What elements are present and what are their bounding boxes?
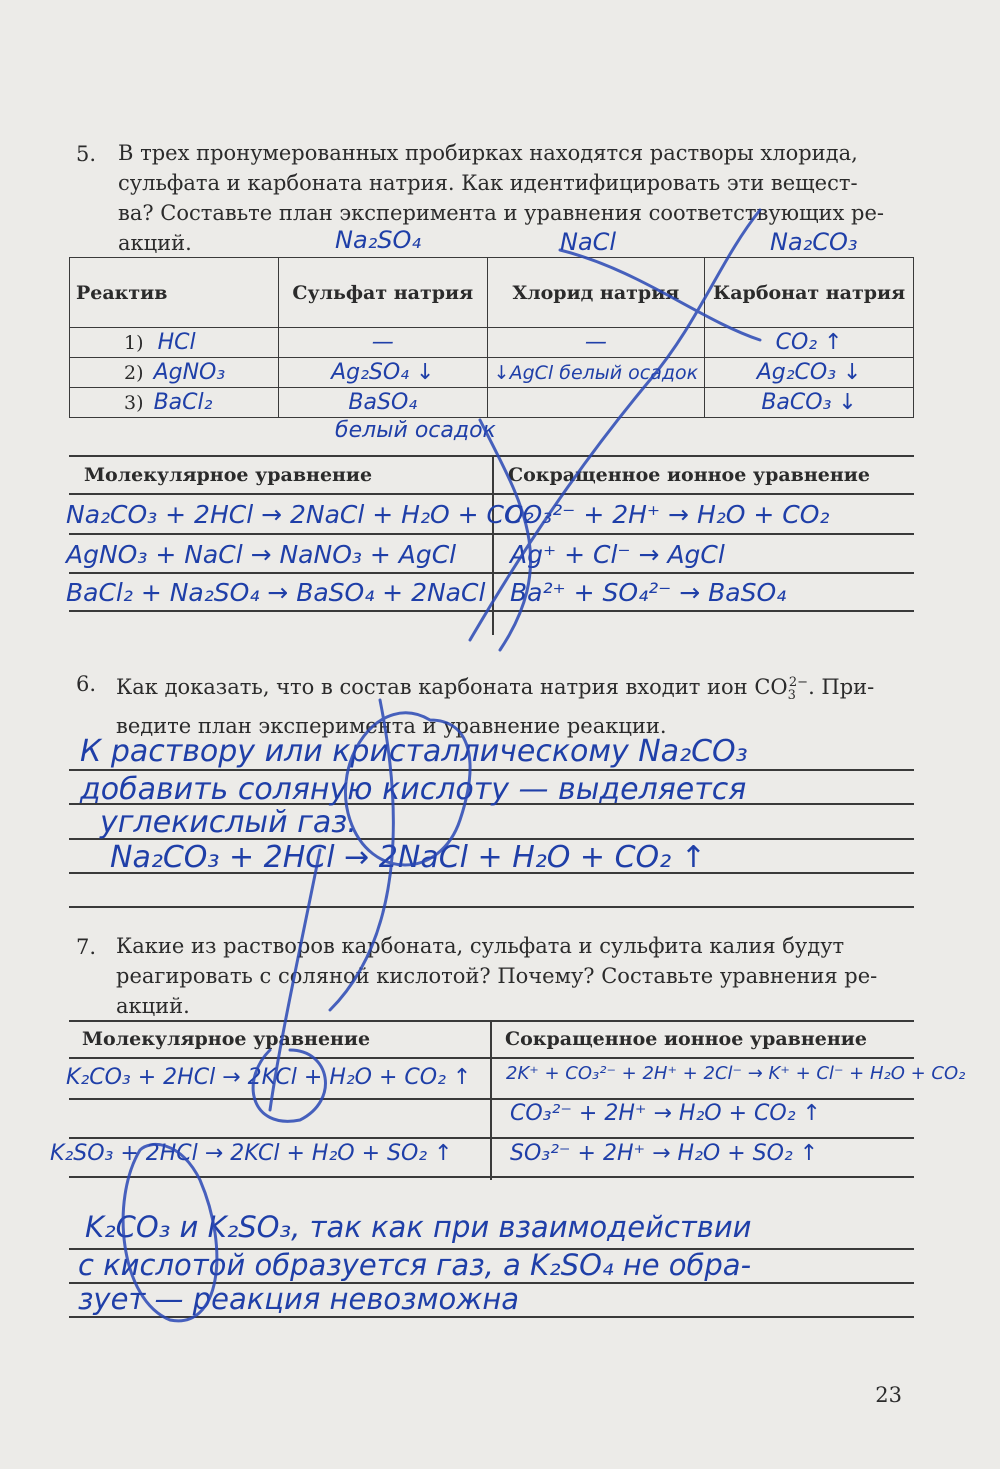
hw-molecular-eq: AgNO₃ + NaCl → NaNO₃ + AgCl <box>66 540 457 569</box>
hw-molecular-eq: Na₂CO₃ + 2HCl → 2NaCl + H₂O + CO₂ <box>66 500 534 529</box>
row-number: 3) <box>124 392 144 414</box>
hw-cell: — <box>371 330 394 355</box>
hw-reagent: BaCl₂ <box>153 390 213 415</box>
header-reagent: Реактив <box>70 258 279 328</box>
ion-superscript: 2− <box>788 675 809 690</box>
hw-ionic-eq: Ag⁺ + Cl⁻ → AgCl <box>510 540 725 569</box>
hw-molecular-eq: K₂CO₃ + 2HCl → 2KCl + H₂O + CO₂ ↑ <box>66 1065 472 1090</box>
task5-line: акций. <box>118 231 192 255</box>
hw-answer-line: Na₂CO₃ + 2HCl → 2NaCl + H₂O + CO₂ ↑ <box>110 840 706 875</box>
task5-line: сульфата и карбоната натрия. Как идентифицировать эти вещест- <box>118 171 858 195</box>
hw-answer-line: с кислотой образуется газ, а K₂SO₄ не обра- <box>78 1248 752 1282</box>
hw-answer-line: углекислый газ. <box>100 805 357 840</box>
hw-molecular-eq: K₂SO₃ + 2HCl → 2KCl + H₂O + SO₂ ↑ <box>50 1141 453 1166</box>
page-number: 23 <box>875 1383 902 1407</box>
hw-below-sulfate: белый осадок <box>335 418 496 443</box>
hw-cell: Ag₂SO₄ ↓ <box>331 360 435 385</box>
hw-cell: ↓AgCl белый осадок <box>493 361 699 384</box>
hw-cell: BaCO₃ ↓ <box>761 390 857 415</box>
hw-reagent: AgNO₃ <box>153 360 226 385</box>
ion-subscript: 3 <box>787 688 796 704</box>
hw-reagent: HCl <box>157 330 196 355</box>
row-number: 1) <box>124 332 144 354</box>
task7-line: реагировать с соляной кислотой? Почему? Составьте уравнения ре- <box>116 964 878 988</box>
task6-number: 6. <box>76 672 97 696</box>
hw-answer-line: зует — реакция невозможна <box>78 1282 520 1316</box>
header-chloride: Хлорид натрия <box>487 258 704 328</box>
task6-question: Как доказать, что в состав карбоната натрия входит ион CO <box>116 675 788 699</box>
scribble-stroke <box>330 700 393 1010</box>
hw-answer-line: К раствору или кристаллическому Na₂CO₃ <box>80 734 748 769</box>
scribble-stroke <box>480 420 531 650</box>
eq-header-molecular: Молекулярное уравнение <box>84 464 373 486</box>
hw-ionic-eq: Ba²⁺ + SO₄²⁻ → BaSO₄ <box>510 578 787 607</box>
hw-cell: — <box>584 330 607 355</box>
task6-question-end: . При- <box>808 675 875 699</box>
scribble-stroke <box>560 250 760 340</box>
task5-line: В трех пронумерованных пробирках находятся растворы хлорида, <box>118 141 858 165</box>
eq-header-ionic: Сокращенное ионное уравнение <box>508 464 870 486</box>
hw-answer-line: добавить соляную кислоту — выделяется <box>80 772 747 807</box>
task5-line: ва? Составьте план эксперимента и уравнения соответствующих ре- <box>118 201 885 225</box>
hw-above-chloride: NaCl <box>560 228 617 256</box>
hw-cell: Ag₂CO₃ ↓ <box>756 360 862 385</box>
hw-ionic-eq: SO₃²⁻ + 2H⁺ → H₂O + SO₂ ↑ <box>510 1141 819 1166</box>
hw-ionic-eq: CO₃²⁻ + 2H⁺ → H₂O + CO₂ ↑ <box>510 1101 821 1126</box>
scribble-stroke <box>470 210 760 640</box>
eq-header-ionic: Сокращенное ионное уравнение <box>505 1028 867 1050</box>
scribble-stroke <box>345 713 470 865</box>
hw-answer-line: K₂CO₃ и K₂SO₃, так как при взаимодействии <box>85 1210 752 1244</box>
eq-header-molecular: Молекулярное уравнение <box>82 1028 371 1050</box>
hw-above-carbonate: Na₂CO₃ <box>770 228 858 256</box>
header-sulfate: Сульфат натрия <box>278 258 487 328</box>
hw-cell: BaSO₄ <box>348 390 418 415</box>
task7-line: акций. <box>116 994 190 1018</box>
hw-molecular-eq: BaCl₂ + Na₂SO₄ → BaSO₄ + 2NaCl <box>66 578 486 607</box>
header-carbonate: Карбонат натрия <box>705 258 914 328</box>
hw-ionic-eq: 2K⁺ + CO₃²⁻ + 2H⁺ + 2Cl⁻ → K⁺ + Cl⁻ + H₂O + CO₂ <box>506 1063 966 1084</box>
hw-cell: CO₂ ↑ <box>775 330 843 355</box>
scribble-stroke <box>123 1144 217 1320</box>
task5-number: 5. <box>76 142 97 166</box>
task7-number: 7. <box>76 935 97 959</box>
row-number: 2) <box>124 362 144 384</box>
task7-line: Какие из растворов карбоната, сульфата и сульфита калия будут <box>116 934 845 958</box>
scribble-stroke <box>253 1050 325 1121</box>
task6-line: ведите план эксперимента и уравнение реакции. <box>116 714 667 739</box>
hw-ionic-eq: CO₃²⁻ + 2H⁺ → H₂O + CO₂ <box>505 500 830 529</box>
hw-above-sulfate: Na₂SO₄ <box>335 226 422 254</box>
scribble-stroke <box>270 850 320 1110</box>
